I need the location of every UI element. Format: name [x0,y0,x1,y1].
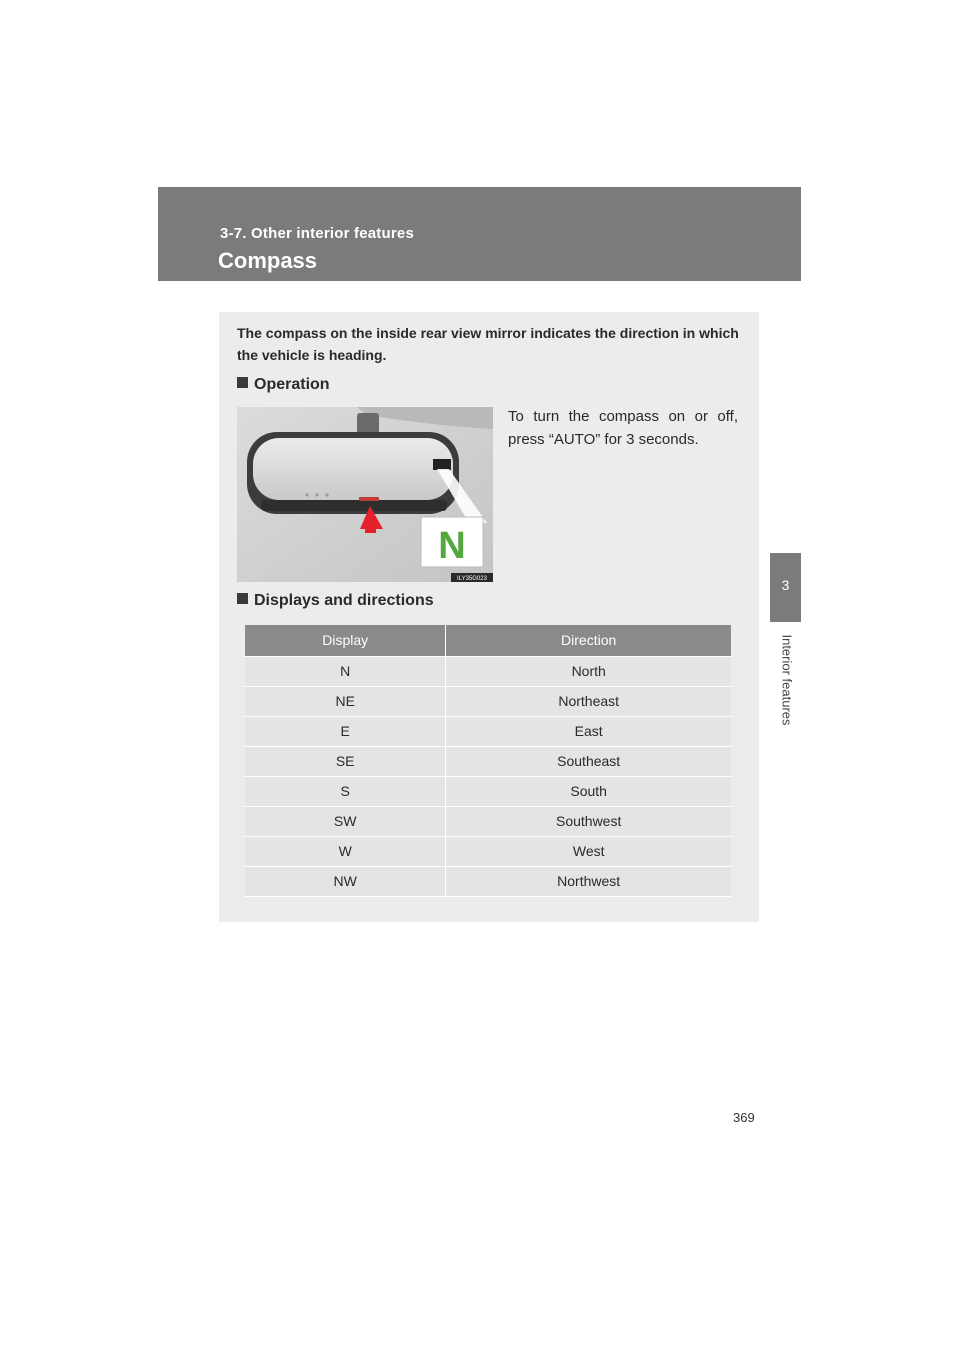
display-cell: SE [245,746,446,776]
table-row [245,686,731,716]
chapter-label: Interior features [779,634,795,726]
direction-cell: Southeast [446,746,731,776]
displays-heading [237,592,434,610]
display-cell: E [245,716,446,746]
table-row [245,836,731,866]
section-label: 3-7. Other interior features [220,225,414,242]
table-row [245,656,731,686]
display-cell: S [245,776,446,806]
displays-heading-text: Displays and directions [254,592,434,609]
display-cell: N [245,656,446,686]
operation-heading-text: Operation [254,376,330,393]
content-panel [219,312,759,922]
square-bullet-icon [237,593,248,604]
table-row [245,716,731,746]
chapter-number: 3 [781,577,790,593]
figure-code: ILY35G023 [457,576,487,582]
table-header-row [245,625,731,656]
column-header-direction: Direction [446,625,731,656]
compass-display-letter: N [438,525,466,567]
direction-cell: Northwest [446,866,731,896]
mirror-illustration [237,407,493,582]
header-bar [158,187,801,281]
direction-cell: Southwest [446,806,731,836]
table-row [245,866,731,896]
table-row [245,776,731,806]
direction-cell: Northeast [446,686,731,716]
operation-text: To turn the compass on or off, press “AUTO” for 3 seconds. [508,408,738,448]
intro-text: The compass on the inside rear view mirror indicates the direction in which the vehicle is heading. [237,325,739,363]
rear-view-mirror-icon [237,407,493,582]
table-row [245,746,731,776]
table-row [245,806,731,836]
direction-cell: North [446,656,731,686]
page-number: 369 [733,1110,755,1125]
direction-cell: South [446,776,731,806]
direction-table [245,625,731,897]
display-cell: W [245,836,446,866]
direction-cell: East [446,716,731,746]
direction-cell: West [446,836,731,866]
display-cell: SW [245,806,446,836]
display-cell: NW [245,866,446,896]
operation-heading [237,376,330,394]
column-header-display: Display [245,625,446,656]
chapter-tab [770,553,801,622]
page-title: Compass [218,248,318,273]
display-cell: NE [245,686,446,716]
square-bullet-icon [237,377,248,388]
